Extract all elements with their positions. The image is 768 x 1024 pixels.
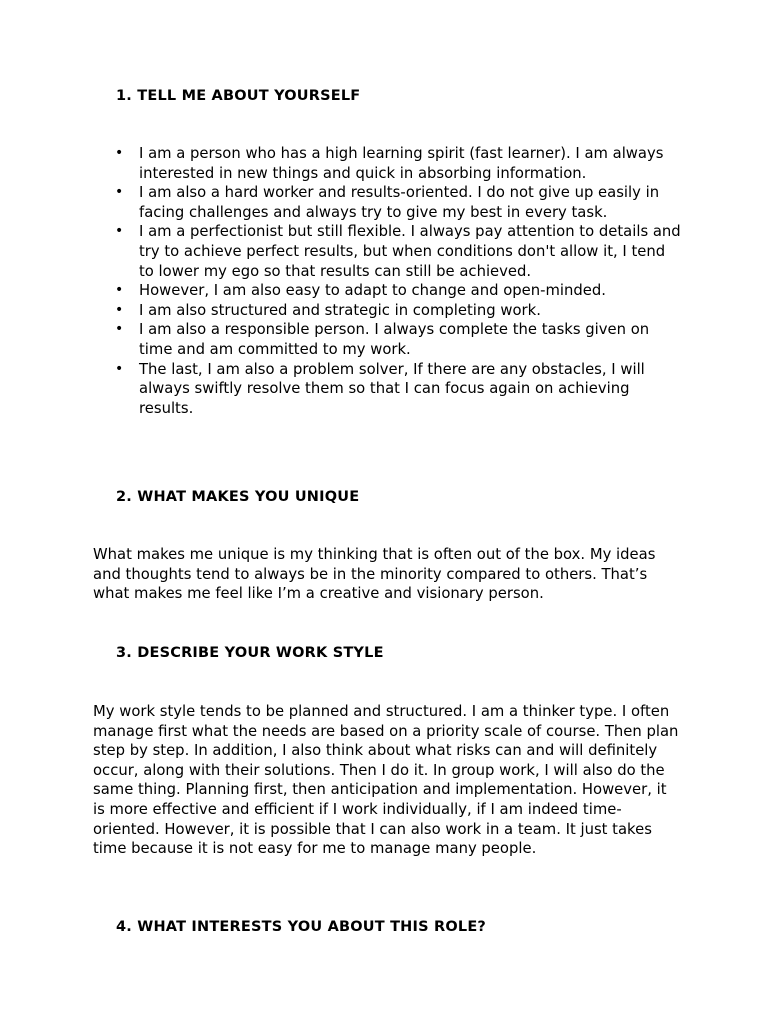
list-item-text: I am a perfectionist but still flexible. I always pay attention to details and try to achieve perfect results, but when conditions don't allow it, I tend to lower my ego so that results can still be achieved. bbox=[139, 223, 681, 280]
section-heading-what-makes-you-unique: 2. WHAT MAKES YOU UNIQUE bbox=[116, 489, 360, 505]
list-item bbox=[115, 320, 684, 359]
section-heading-role-interest: 4. WHAT INTERESTS YOU ABOUT THIS ROLE? bbox=[116, 919, 487, 935]
bullet-icon: • bbox=[115, 321, 124, 338]
list-item-text: I am also a responsible person. I always complete the tasks given on time and am committed to my work. bbox=[139, 321, 650, 358]
list-item bbox=[115, 183, 684, 222]
bullet-icon: • bbox=[115, 145, 124, 161]
list-item bbox=[115, 222, 684, 281]
strengths-bullet-list bbox=[115, 144, 684, 418]
bullet-icon: • bbox=[115, 223, 124, 240]
list-item bbox=[115, 144, 684, 183]
unique-paragraph: What makes me unique is my thinking that is often out of the box. My ideas and thoughts tend to always be in the minority compared to others. That’s what makes me feel like I’m a creative and visionary person. bbox=[93, 546, 656, 603]
bullet-icon: • bbox=[115, 301, 124, 318]
list-item bbox=[115, 360, 684, 419]
work-style-paragraph: My work style tends to be planned and structured. I am a thinker type. I often manage first what the needs are based on a priority scale of course. Then plan step by step. In addition, I also think about what risks can and will definitely occur, along with their solutions. Then I do it. In group work, I will also do the same thing. Planning first, then anticipation and implementation. However, it is more effective and efficient if I work individually, if I am indeed time-oriented. However, it is possible that I can also work in a team. It just takes time because it is not easy for me to manage many people. bbox=[93, 703, 679, 858]
list-item-text: However, I am also easy to adapt to change and open-minded. bbox=[139, 282, 606, 300]
list-item-text: The last, I am also a problem solver, If there are any obstacles, I will always swiftly resolve them so that I can focus again on achieving results. bbox=[139, 360, 645, 417]
list-item-text: I am also a hard worker and results-oriented. I do not give up easily in facing challenges and always try to give my best in every task. bbox=[139, 184, 660, 221]
list-item-text: I am also structured and strategic in completing work. bbox=[139, 301, 541, 319]
list-item bbox=[115, 301, 684, 321]
section-heading-tell-me-about-yourself: 1. TELL ME ABOUT YOURSELF bbox=[116, 88, 361, 104]
bullet-icon: • bbox=[115, 282, 124, 299]
bullet-icon: • bbox=[115, 360, 124, 377]
list-item-text: I am a person who has a high learning spirit (fast learner). I am always interested in new things and quick in absorbing information. bbox=[139, 145, 664, 182]
section-heading-work-style: 3. DESCRIBE YOUR WORK STYLE bbox=[116, 645, 384, 661]
list-item bbox=[115, 281, 684, 301]
bullet-icon: • bbox=[115, 184, 124, 201]
